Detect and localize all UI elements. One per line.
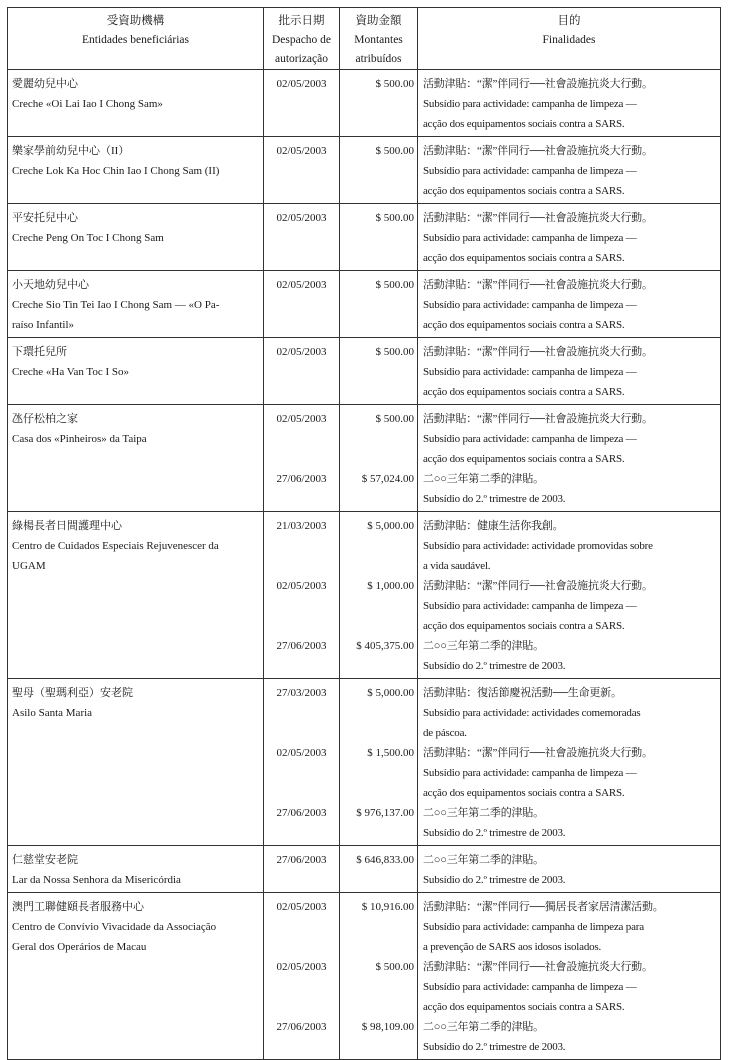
grant-date: 27/06/2003	[276, 473, 327, 485]
purpose-line: 二○○三年第二季的津貼。	[423, 640, 544, 652]
purpose-line: a prevenção de SARS aos idosos isolados.	[423, 941, 602, 953]
purpose-line: Subsídio do 2.º trimestre de 2003.	[423, 827, 566, 839]
grant-amount: $ 500.00	[375, 145, 414, 157]
purpose-line: acção dos equipamentos sociais contra a SARS.	[423, 787, 625, 799]
grant-amount: $ 646,833.00	[356, 854, 414, 866]
entity-cell	[8, 204, 264, 271]
purpose-cell	[418, 893, 721, 1060]
purpose-line: Subsídio do 2.º trimestre de 2003.	[423, 493, 566, 505]
purpose-line: 活動津貼：復活節慶祝活動──生命更新。	[423, 687, 622, 699]
purpose-line: Subsídio para actividade: campanha de limpeza —	[423, 767, 637, 779]
date-cell	[264, 512, 340, 679]
purpose-line: 二○○三年第二季的津貼。	[423, 1021, 544, 1033]
grant-amount: $ 1,000.00	[367, 580, 414, 592]
purpose-line: Subsídio para actividade: campanha de limpeza —	[423, 600, 637, 612]
entity-name-pt: Casa dos «Pinheiros» da Taipa	[12, 433, 147, 445]
entity-cell	[8, 893, 264, 1060]
amount-cell	[340, 512, 418, 679]
entity-name-zh: 澳門工聯健頤長者服務中心	[12, 901, 144, 913]
amount-cell	[340, 338, 418, 405]
grant-date: 02/05/2003	[276, 901, 327, 913]
entity-name-pt-continued: UGAM	[12, 560, 46, 572]
table-row	[8, 271, 721, 338]
grant-date: 02/05/2003	[276, 78, 327, 90]
table-row	[8, 70, 721, 137]
table-body	[8, 70, 721, 1060]
purpose-line: 活動津貼：“潔”伴同行──社會設施抗炎大行動。	[423, 212, 653, 224]
table-row	[8, 204, 721, 271]
purpose-line: acção dos equipamentos sociais contra a SARS.	[423, 185, 625, 197]
amount-cell	[340, 271, 418, 338]
entity-name-zh: 樂家學前幼兒中心（II）	[12, 145, 130, 157]
purpose-line: 活動津貼：“潔”伴同行──社會設施抗炎大行動。	[423, 747, 653, 759]
amount-cell	[340, 405, 418, 512]
purpose-line: Subsídio para actividade: campanha de limpeza —	[423, 232, 637, 244]
header-row	[8, 8, 721, 70]
grant-amount: $ 500.00	[375, 279, 414, 291]
entity-name-zh: 仁慈堂安老院	[12, 854, 78, 866]
purpose-line: acção dos equipamentos sociais contra a SARS.	[423, 252, 625, 264]
grant-date: 21/03/2003	[276, 520, 327, 532]
grant-amount: $ 1,500.00	[367, 747, 414, 759]
purpose-line: Subsídio para actividade: campanha de limpeza —	[423, 981, 637, 993]
date-cell	[264, 679, 340, 846]
purpose-cell	[418, 338, 721, 405]
entity-cell	[8, 679, 264, 846]
entity-name-pt: Lar da Nossa Senhora da Misericórdia	[12, 874, 181, 886]
grant-date: 27/06/2003	[276, 640, 327, 652]
purpose-line: Subsídio para actividade: campanha de limpeza —	[423, 299, 637, 311]
purpose-line: Subsídio do 2.º trimestre de 2003.	[423, 1041, 566, 1053]
grant-amount: $ 98,109.00	[361, 1021, 414, 1033]
purpose-cell	[418, 271, 721, 338]
purpose-line: 活動津貼：“潔”伴同行──社會設施抗炎大行動。	[423, 413, 653, 425]
entity-name-pt: Creche «Ha Van Toc I So»	[12, 366, 130, 378]
grant-date: 27/06/2003	[276, 807, 327, 819]
grant-amount: $ 976,137.00	[356, 807, 414, 819]
purpose-line: Subsídio para actividade: actividade promovidas sobre	[423, 540, 653, 552]
purpose-line: acção dos equipamentos sociais contra a SARS.	[423, 453, 625, 465]
grant-amount: $ 5,000.00	[367, 687, 414, 699]
amount-cell	[340, 846, 418, 893]
grant-date: 02/05/2003	[276, 413, 327, 425]
grant-amount: $ 405,375.00	[356, 640, 414, 652]
header-purpose	[418, 8, 721, 70]
purpose-line: Subsídio para actividade: actividades comemoradas	[423, 707, 641, 719]
grant-amount: $ 57,024.00	[361, 473, 414, 485]
entity-name-zh: 氹仔松柏之家	[12, 413, 78, 425]
purpose-line: Subsídio para actividade: campanha de limpeza —	[423, 433, 637, 445]
header-purpose-zh: 目的	[557, 15, 581, 27]
header-entity-pt: Entidades beneficiárias	[82, 34, 189, 46]
purpose-line: Subsídio para actividade: campanha de limpeza —	[423, 165, 637, 177]
grant-amount: $ 500.00	[375, 346, 414, 358]
header-date-pt1: Despacho de	[271, 34, 332, 46]
entity-name-pt: Centro de Cuidados Especiais Rejuvenescer da	[12, 540, 219, 552]
grant-date: 27/03/2003	[276, 687, 327, 699]
grant-date: 02/05/2003	[276, 961, 327, 973]
date-cell	[264, 405, 340, 512]
purpose-line: acção dos equipamentos sociais contra a SARS.	[423, 319, 625, 331]
date-cell	[264, 137, 340, 204]
amount-cell	[340, 893, 418, 1060]
grant-amount: $ 500.00	[375, 212, 414, 224]
header-amount-pt1: Montantes	[354, 34, 403, 46]
purpose-cell	[418, 204, 721, 271]
date-cell	[264, 70, 340, 137]
table-row	[8, 679, 721, 846]
header-date	[264, 8, 340, 70]
grant-date: 02/05/2003	[276, 346, 327, 358]
header-amount-zh: 資助金額	[355, 15, 402, 27]
purpose-line: 二○○三年第二季的津貼。	[423, 473, 544, 485]
grant-amount: $ 500.00	[375, 413, 414, 425]
date-cell	[264, 846, 340, 893]
entity-name-pt-continued: Geral dos Operários de Macau	[12, 941, 147, 953]
entity-name-zh: 小天地幼兒中心	[12, 279, 89, 291]
purpose-cell	[418, 70, 721, 137]
purpose-cell	[418, 679, 721, 846]
grant-amount: $ 500.00	[375, 78, 414, 90]
amount-cell	[340, 204, 418, 271]
entity-name-pt: Creche Peng On Toc I Chong Sam	[12, 232, 164, 244]
purpose-line: Subsídio para actividade: campanha de limpeza —	[423, 366, 637, 378]
purpose-line: 二○○三年第二季的津貼。	[423, 854, 544, 866]
entity-cell	[8, 137, 264, 204]
grant-amount: $ 5,000.00	[367, 520, 414, 532]
purpose-line: 活動津貼：“潔”伴同行──社會設施抗炎大行動。	[423, 961, 653, 973]
entity-cell	[8, 271, 264, 338]
grant-date: 02/05/2003	[276, 279, 327, 291]
amount-cell	[340, 679, 418, 846]
date-cell	[264, 271, 340, 338]
table-row	[8, 512, 721, 679]
header-purpose-pt: Finalidades	[542, 34, 596, 46]
subsidy-table	[7, 7, 721, 1060]
entity-cell	[8, 70, 264, 137]
grant-date: 27/06/2003	[276, 1021, 327, 1033]
grant-date: 27/06/2003	[276, 854, 327, 866]
grant-date: 02/05/2003	[276, 212, 327, 224]
purpose-line: a vida saudável.	[423, 560, 491, 572]
entity-name-zh: 綠楊長者日間護理中心	[12, 520, 122, 532]
table-row	[8, 893, 721, 1060]
entity-name-pt-continued: raíso Infantil»	[12, 319, 75, 331]
purpose-line: 二○○三年第二季的津貼。	[423, 807, 544, 819]
purpose-line: Subsídio do 2.º trimestre de 2003.	[423, 874, 566, 886]
purpose-line: 活動津貼：“潔”伴同行──社會設施抗炎大行動。	[423, 78, 653, 90]
date-cell	[264, 204, 340, 271]
table-row	[8, 405, 721, 512]
entity-name-pt: Asilo Santa Maria	[12, 707, 93, 719]
entity-name-zh: 聖母（聖瑪利亞）安老院	[12, 687, 133, 699]
table-row	[8, 846, 721, 893]
table-row	[8, 137, 721, 204]
header-date-pt2: autorização	[275, 53, 328, 65]
purpose-line: Subsídio do 2.º trimestre de 2003.	[423, 660, 566, 672]
purpose-line: acção dos equipamentos sociais contra a SARS.	[423, 620, 625, 632]
header-entity-zh: 受資助機構	[106, 15, 165, 27]
purpose-line: acção dos equipamentos sociais contra a SARS.	[423, 118, 625, 130]
purpose-cell	[418, 405, 721, 512]
purpose-cell	[418, 846, 721, 893]
grant-amount: $ 10,916.00	[361, 901, 414, 913]
purpose-line: 活動津貼：“潔”伴同行──社會設施抗炎大行動。	[423, 145, 653, 157]
grant-amount: $ 500.00	[375, 961, 414, 973]
purpose-cell	[418, 512, 721, 679]
date-cell	[264, 893, 340, 1060]
entity-cell	[8, 846, 264, 893]
purpose-line: acção dos equipamentos sociais contra a SARS.	[423, 386, 625, 398]
purpose-cell	[418, 137, 721, 204]
grant-date: 02/05/2003	[276, 580, 327, 592]
subsidy-document	[7, 7, 720, 1060]
header-date-zh: 批示日期	[278, 15, 325, 27]
purpose-line: Subsídio para actividade: campanha de limpeza —	[423, 98, 637, 110]
entity-cell	[8, 338, 264, 405]
date-cell	[264, 338, 340, 405]
entity-cell	[8, 405, 264, 512]
entity-cell	[8, 512, 264, 679]
table-row	[8, 338, 721, 405]
amount-cell	[340, 137, 418, 204]
header-amount	[340, 8, 418, 70]
entity-name-pt: Creche Lok Ka Hoc Chin Iao I Chong Sam (II)	[12, 165, 220, 177]
entity-name-pt: Centro de Convívio Vivacidade da Associação	[12, 921, 217, 933]
entity-name-pt: Creche «Oi Lai Iao I Chong Sam»	[12, 98, 163, 110]
entity-name-pt: Creche Sio Tin Tei Iao I Chong Sam — «O Pa-	[12, 299, 220, 311]
purpose-line: 活動津貼：“潔”伴同行──獨居長者家居清潔活動。	[423, 901, 664, 913]
purpose-line: 活動津貼：“潔”伴同行──社會設施抗炎大行動。	[423, 346, 653, 358]
header-amount-pt2: atribuídos	[355, 53, 402, 65]
entity-name-zh: 愛麗幼兒中心	[12, 78, 78, 90]
purpose-line: de páscoa.	[423, 727, 467, 739]
purpose-line: Subsídio para actividade: campanha de limpeza para	[423, 921, 644, 933]
grant-date: 02/05/2003	[276, 747, 327, 759]
purpose-line: 活動津貼：“潔”伴同行──社會設施抗炎大行動。	[423, 279, 653, 291]
grant-date: 02/05/2003	[276, 145, 327, 157]
purpose-line: 活動津貼：“潔”伴同行──社會設施抗炎大行動。	[423, 580, 653, 592]
purpose-line: acção dos equipamentos sociais contra a SARS.	[423, 1001, 625, 1013]
amount-cell	[340, 70, 418, 137]
entity-name-zh: 下環托兒所	[12, 346, 67, 358]
purpose-line: 活動津貼：健康生活你我創。	[423, 520, 564, 532]
entity-name-zh: 平安托兒中心	[12, 212, 78, 224]
header-entity	[8, 8, 264, 70]
